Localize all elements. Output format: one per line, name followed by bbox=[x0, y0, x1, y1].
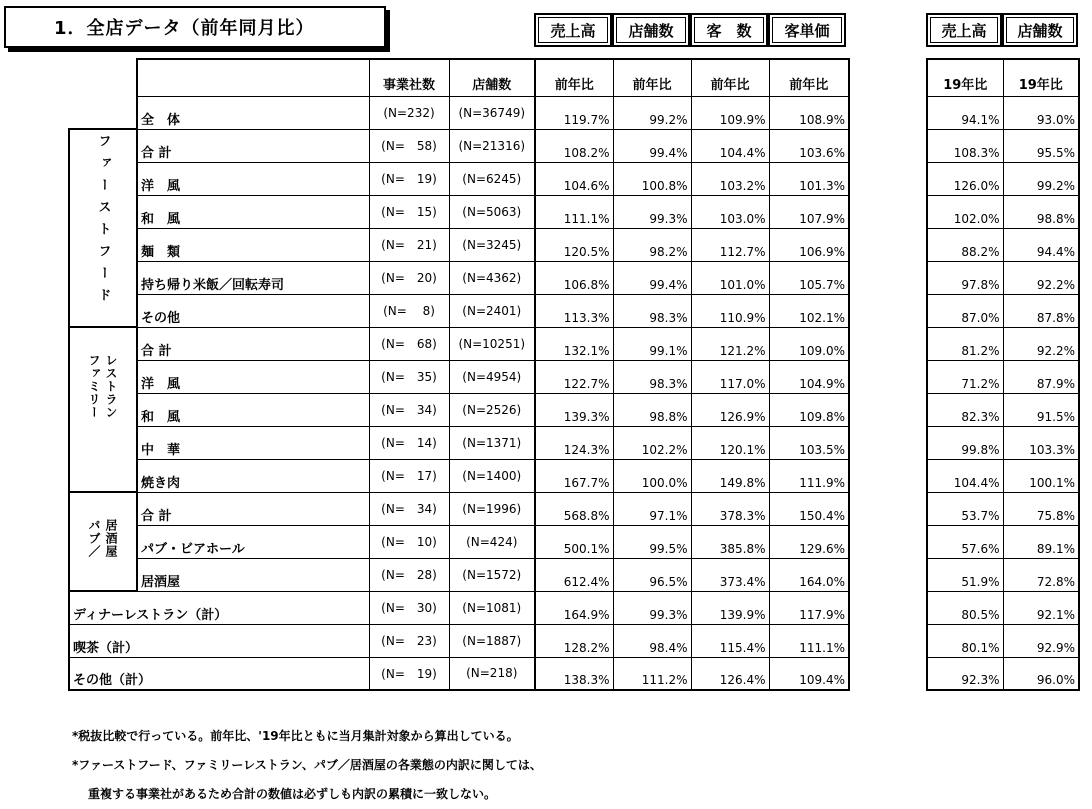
ratio-cell: 71.2% bbox=[927, 360, 1003, 393]
right-table-row bbox=[927, 294, 1079, 327]
category-label: 居酒屋 bbox=[104, 519, 118, 558]
row-label: その他 bbox=[137, 294, 369, 327]
ratio-cell: 100.1% bbox=[1003, 459, 1079, 492]
value-cell: 500.1% bbox=[535, 525, 613, 558]
row-label: 和 風 bbox=[137, 195, 369, 228]
value-cell: 107.9% bbox=[769, 195, 849, 228]
right-column-header-row bbox=[927, 59, 1079, 96]
col-header-19-stores: 19年比 bbox=[1003, 59, 1079, 96]
value-cell: 113.3% bbox=[535, 294, 613, 327]
value-cell: 120.5% bbox=[535, 228, 613, 261]
right-table-row bbox=[927, 624, 1079, 657]
ratio-cell: 92.3% bbox=[927, 657, 1003, 690]
value-cell: 164.0% bbox=[769, 558, 849, 591]
col-header-yoy-stores: 前年比 bbox=[613, 59, 691, 96]
right-table-row bbox=[927, 657, 1079, 690]
value-cell: 108.2% bbox=[535, 129, 613, 162]
right-table-row bbox=[927, 96, 1079, 129]
ratio-cell: 92.2% bbox=[1003, 327, 1079, 360]
table-row bbox=[69, 228, 849, 261]
companies-cell: (N= 21) bbox=[369, 228, 449, 261]
value-cell: 122.7% bbox=[535, 360, 613, 393]
table-row bbox=[69, 96, 849, 129]
companies-cell: (N=232) bbox=[369, 96, 449, 129]
value-cell: 111.9% bbox=[769, 459, 849, 492]
right-table-row bbox=[927, 360, 1079, 393]
table-row bbox=[69, 294, 849, 327]
value-cell: 568.8% bbox=[535, 492, 613, 525]
value-cell: 132.1% bbox=[535, 327, 613, 360]
value-cell: 100.8% bbox=[613, 162, 691, 195]
right-table-row bbox=[927, 129, 1079, 162]
row-label: 持ち帰り米飯／回転寿司 bbox=[137, 261, 369, 294]
stores-cell: (N=1996) bbox=[449, 492, 535, 525]
companies-cell: (N= 34) bbox=[369, 393, 449, 426]
ratio-cell: 96.0% bbox=[1003, 657, 1079, 690]
footnote-3: 重複する事業社があるため合計の数値は必ずしも内訳の累積に一致しない。 bbox=[88, 787, 497, 801]
ratio-cell: 102.0% bbox=[927, 195, 1003, 228]
row-label: ディナーレストラン（計） bbox=[69, 591, 369, 624]
value-cell: 109.4% bbox=[769, 657, 849, 690]
col-header-19-sales: 19年比 bbox=[927, 59, 1003, 96]
page-title: 1．全店データ（前年同月比） bbox=[54, 18, 315, 39]
row-label: 喫茶（計） bbox=[69, 624, 369, 657]
row-label: 合 計 bbox=[137, 492, 369, 525]
value-cell: 167.7% bbox=[535, 459, 613, 492]
right-table-row bbox=[927, 162, 1079, 195]
value-cell: 124.3% bbox=[535, 426, 613, 459]
value-cell: 109.9% bbox=[691, 96, 769, 129]
companies-cell: (N= 15) bbox=[369, 195, 449, 228]
value-cell: 112.7% bbox=[691, 228, 769, 261]
right-table-row bbox=[927, 195, 1079, 228]
value-cell: 98.2% bbox=[613, 228, 691, 261]
footnote-1: *税抜比較で行っている。前年比、'19年比ともに当月集計対象から算出している。 bbox=[72, 729, 519, 743]
value-cell: 99.2% bbox=[613, 96, 691, 129]
value-cell: 149.8% bbox=[691, 459, 769, 492]
right-table-row bbox=[927, 558, 1079, 591]
value-cell: 105.7% bbox=[769, 261, 849, 294]
value-cell: 103.5% bbox=[769, 426, 849, 459]
value-cell: 103.2% bbox=[691, 162, 769, 195]
footnotes bbox=[72, 722, 542, 809]
value-cell: 98.4% bbox=[613, 624, 691, 657]
ratio-cell: 104.4% bbox=[927, 459, 1003, 492]
row-label: 居酒屋 bbox=[137, 558, 369, 591]
category-label: レストラン bbox=[104, 354, 118, 419]
ratio-cell: 87.0% bbox=[927, 294, 1003, 327]
col-header-stores: 店舗数 bbox=[449, 59, 535, 96]
value-cell: 117.9% bbox=[769, 591, 849, 624]
stores-cell: (N=424) bbox=[449, 525, 535, 558]
right-table-row bbox=[927, 393, 1079, 426]
stores-cell: (N=1400) bbox=[449, 459, 535, 492]
value-cell: 138.3% bbox=[535, 657, 613, 690]
value-cell: 97.1% bbox=[613, 492, 691, 525]
value-cell: 129.6% bbox=[769, 525, 849, 558]
companies-cell: (N= 68) bbox=[369, 327, 449, 360]
ratio-cell: 87.8% bbox=[1003, 294, 1079, 327]
ratio-cell: 98.8% bbox=[1003, 195, 1079, 228]
value-cell: 139.3% bbox=[535, 393, 613, 426]
right-data-table bbox=[926, 58, 1080, 691]
row-label: 洋 風 bbox=[137, 162, 369, 195]
header-right-sales: 売上高 bbox=[926, 13, 1002, 47]
header-sales: 売上高 bbox=[534, 13, 612, 47]
value-cell: 106.8% bbox=[535, 261, 613, 294]
value-cell: 99.4% bbox=[613, 261, 691, 294]
value-cell: 106.9% bbox=[769, 228, 849, 261]
companies-cell: (N= 19) bbox=[369, 162, 449, 195]
table-row bbox=[69, 492, 849, 525]
header-customers: 客 数 bbox=[690, 13, 768, 47]
stores-cell: (N=1572) bbox=[449, 558, 535, 591]
category-cell bbox=[69, 129, 137, 327]
ratio-cell: 108.3% bbox=[927, 129, 1003, 162]
value-cell: 111.1% bbox=[769, 624, 849, 657]
table-row bbox=[69, 195, 849, 228]
ratio-cell: 82.3% bbox=[927, 393, 1003, 426]
value-cell: 126.4% bbox=[691, 657, 769, 690]
value-cell: 612.4% bbox=[535, 558, 613, 591]
value-cell: 102.1% bbox=[769, 294, 849, 327]
stores-cell: (N=1371) bbox=[449, 426, 535, 459]
table-row bbox=[69, 525, 849, 558]
stores-cell: (N=2526) bbox=[449, 393, 535, 426]
stores-cell: (N=1081) bbox=[449, 591, 535, 624]
companies-cell: (N= 14) bbox=[369, 426, 449, 459]
value-cell: 385.8% bbox=[691, 525, 769, 558]
row-label: 洋 風 bbox=[137, 360, 369, 393]
stores-cell: (N=218) bbox=[449, 657, 535, 690]
row-label: 合 計 bbox=[137, 327, 369, 360]
ratio-cell: 91.5% bbox=[1003, 393, 1079, 426]
category-cell bbox=[69, 327, 137, 492]
header-stores: 店舗数 bbox=[612, 13, 690, 47]
ratio-cell: 95.5% bbox=[1003, 129, 1079, 162]
value-cell: 121.2% bbox=[691, 327, 769, 360]
value-cell: 108.9% bbox=[769, 96, 849, 129]
value-cell: 111.1% bbox=[535, 195, 613, 228]
value-cell: 115.4% bbox=[691, 624, 769, 657]
category-label: パブ／ bbox=[87, 519, 101, 558]
ratio-cell: 93.0% bbox=[1003, 96, 1079, 129]
table-row bbox=[69, 162, 849, 195]
right-table-row bbox=[927, 459, 1079, 492]
row-label: 和 風 bbox=[137, 393, 369, 426]
right-table-row bbox=[927, 228, 1079, 261]
value-cell: 99.3% bbox=[613, 195, 691, 228]
ratio-cell: 57.6% bbox=[927, 525, 1003, 558]
companies-cell: (N= 20) bbox=[369, 261, 449, 294]
value-cell: 99.4% bbox=[613, 129, 691, 162]
page-title-box bbox=[4, 6, 386, 48]
ratio-cell: 126.0% bbox=[927, 162, 1003, 195]
ratio-cell: 99.2% bbox=[1003, 162, 1079, 195]
stores-cell: (N=5063) bbox=[449, 195, 535, 228]
stores-cell: (N=10251) bbox=[449, 327, 535, 360]
row-label: その他（計） bbox=[69, 657, 369, 690]
category-label: ファーストフード bbox=[95, 134, 111, 310]
value-cell: 98.3% bbox=[613, 360, 691, 393]
right-table-row bbox=[927, 327, 1079, 360]
ratio-cell: 75.8% bbox=[1003, 492, 1079, 525]
value-cell: 373.4% bbox=[691, 558, 769, 591]
table-row bbox=[69, 459, 849, 492]
right-table-row bbox=[927, 525, 1079, 558]
table-row bbox=[69, 426, 849, 459]
ratio-cell: 97.8% bbox=[927, 261, 1003, 294]
row-label: 麺 類 bbox=[137, 228, 369, 261]
stores-cell: (N=4954) bbox=[449, 360, 535, 393]
value-cell: 98.8% bbox=[613, 393, 691, 426]
companies-cell: (N= 17) bbox=[369, 459, 449, 492]
right-table-row bbox=[927, 492, 1079, 525]
value-cell: 103.6% bbox=[769, 129, 849, 162]
companies-cell: (N= 23) bbox=[369, 624, 449, 657]
value-cell: 128.2% bbox=[535, 624, 613, 657]
value-cell: 104.4% bbox=[691, 129, 769, 162]
value-cell: 101.0% bbox=[691, 261, 769, 294]
main-data-table bbox=[68, 58, 850, 691]
table-row bbox=[69, 360, 849, 393]
value-cell: 98.3% bbox=[613, 294, 691, 327]
value-cell: 119.7% bbox=[535, 96, 613, 129]
value-cell: 126.9% bbox=[691, 393, 769, 426]
value-cell: 104.6% bbox=[535, 162, 613, 195]
ratio-cell: 87.9% bbox=[1003, 360, 1079, 393]
value-cell: 102.2% bbox=[613, 426, 691, 459]
value-cell: 96.5% bbox=[613, 558, 691, 591]
right-table-row bbox=[927, 261, 1079, 294]
stores-cell: (N=21316) bbox=[449, 129, 535, 162]
table-row bbox=[69, 591, 849, 624]
row-label: 合 計 bbox=[137, 129, 369, 162]
col-header-companies: 事業社数 bbox=[369, 59, 449, 96]
ratio-cell: 81.2% bbox=[927, 327, 1003, 360]
table-row bbox=[69, 261, 849, 294]
category-label: ファミリー bbox=[87, 354, 101, 419]
value-cell: 111.2% bbox=[613, 657, 691, 690]
row-label: 全 体 bbox=[137, 96, 369, 129]
ratio-cell: 92.9% bbox=[1003, 624, 1079, 657]
row-label: 中 華 bbox=[137, 426, 369, 459]
ratio-cell: 94.4% bbox=[1003, 228, 1079, 261]
value-cell: 109.8% bbox=[769, 393, 849, 426]
ratio-cell: 51.9% bbox=[927, 558, 1003, 591]
ratio-cell: 88.2% bbox=[927, 228, 1003, 261]
value-cell: 117.0% bbox=[691, 360, 769, 393]
row-label: パブ・ビアホール bbox=[137, 525, 369, 558]
table-row bbox=[69, 327, 849, 360]
companies-cell: (N= 8) bbox=[369, 294, 449, 327]
stores-cell: (N=3245) bbox=[449, 228, 535, 261]
value-cell: 99.5% bbox=[613, 525, 691, 558]
companies-cell: (N= 30) bbox=[369, 591, 449, 624]
ratio-cell: 80.5% bbox=[927, 591, 1003, 624]
ratio-cell: 92.2% bbox=[1003, 261, 1079, 294]
right-table-row bbox=[927, 426, 1079, 459]
value-cell: 110.9% bbox=[691, 294, 769, 327]
value-cell: 99.3% bbox=[613, 591, 691, 624]
footnote-2: *ファーストフード、ファミリーレストラン、パブ／居酒屋の各業態の内訳に関しては、 bbox=[72, 758, 542, 772]
table-row bbox=[69, 657, 849, 690]
col-header-yoy-sales: 前年比 bbox=[535, 59, 613, 96]
companies-cell: (N= 34) bbox=[369, 492, 449, 525]
value-cell: 99.1% bbox=[613, 327, 691, 360]
ratio-cell: 80.1% bbox=[927, 624, 1003, 657]
ratio-cell: 94.1% bbox=[927, 96, 1003, 129]
col-header-yoy-unit-price: 前年比 bbox=[769, 59, 849, 96]
value-cell: 103.0% bbox=[691, 195, 769, 228]
ratio-cell: 89.1% bbox=[1003, 525, 1079, 558]
category-cell bbox=[69, 492, 137, 591]
companies-cell: (N= 10) bbox=[369, 525, 449, 558]
companies-cell: (N= 35) bbox=[369, 360, 449, 393]
companies-cell: (N= 28) bbox=[369, 558, 449, 591]
stores-cell: (N=36749) bbox=[449, 96, 535, 129]
value-cell: 109.0% bbox=[769, 327, 849, 360]
value-cell: 104.9% bbox=[769, 360, 849, 393]
ratio-cell: 72.8% bbox=[1003, 558, 1079, 591]
table-row bbox=[69, 624, 849, 657]
right-table-row bbox=[927, 591, 1079, 624]
table-row bbox=[69, 129, 849, 162]
ratio-cell: 99.8% bbox=[927, 426, 1003, 459]
value-cell: 139.9% bbox=[691, 591, 769, 624]
ratio-cell: 92.1% bbox=[1003, 591, 1079, 624]
value-cell: 378.3% bbox=[691, 492, 769, 525]
value-cell: 150.4% bbox=[769, 492, 849, 525]
stores-cell: (N=6245) bbox=[449, 162, 535, 195]
stores-cell: (N=4362) bbox=[449, 261, 535, 294]
value-cell: 120.1% bbox=[691, 426, 769, 459]
companies-cell: (N= 19) bbox=[369, 657, 449, 690]
ratio-cell: 103.3% bbox=[1003, 426, 1079, 459]
table-row bbox=[69, 393, 849, 426]
value-cell: 101.3% bbox=[769, 162, 849, 195]
column-header-row bbox=[69, 59, 849, 96]
col-header-yoy-customers: 前年比 bbox=[691, 59, 769, 96]
row-label: 焼き肉 bbox=[137, 459, 369, 492]
table-row bbox=[69, 558, 849, 591]
ratio-cell: 53.7% bbox=[927, 492, 1003, 525]
header-unit-price: 客単価 bbox=[768, 13, 846, 47]
value-cell: 100.0% bbox=[613, 459, 691, 492]
stores-cell: (N=2401) bbox=[449, 294, 535, 327]
companies-cell: (N= 58) bbox=[369, 129, 449, 162]
stores-cell: (N=1887) bbox=[449, 624, 535, 657]
header-right-stores: 店舗数 bbox=[1002, 13, 1078, 47]
value-cell: 164.9% bbox=[535, 591, 613, 624]
